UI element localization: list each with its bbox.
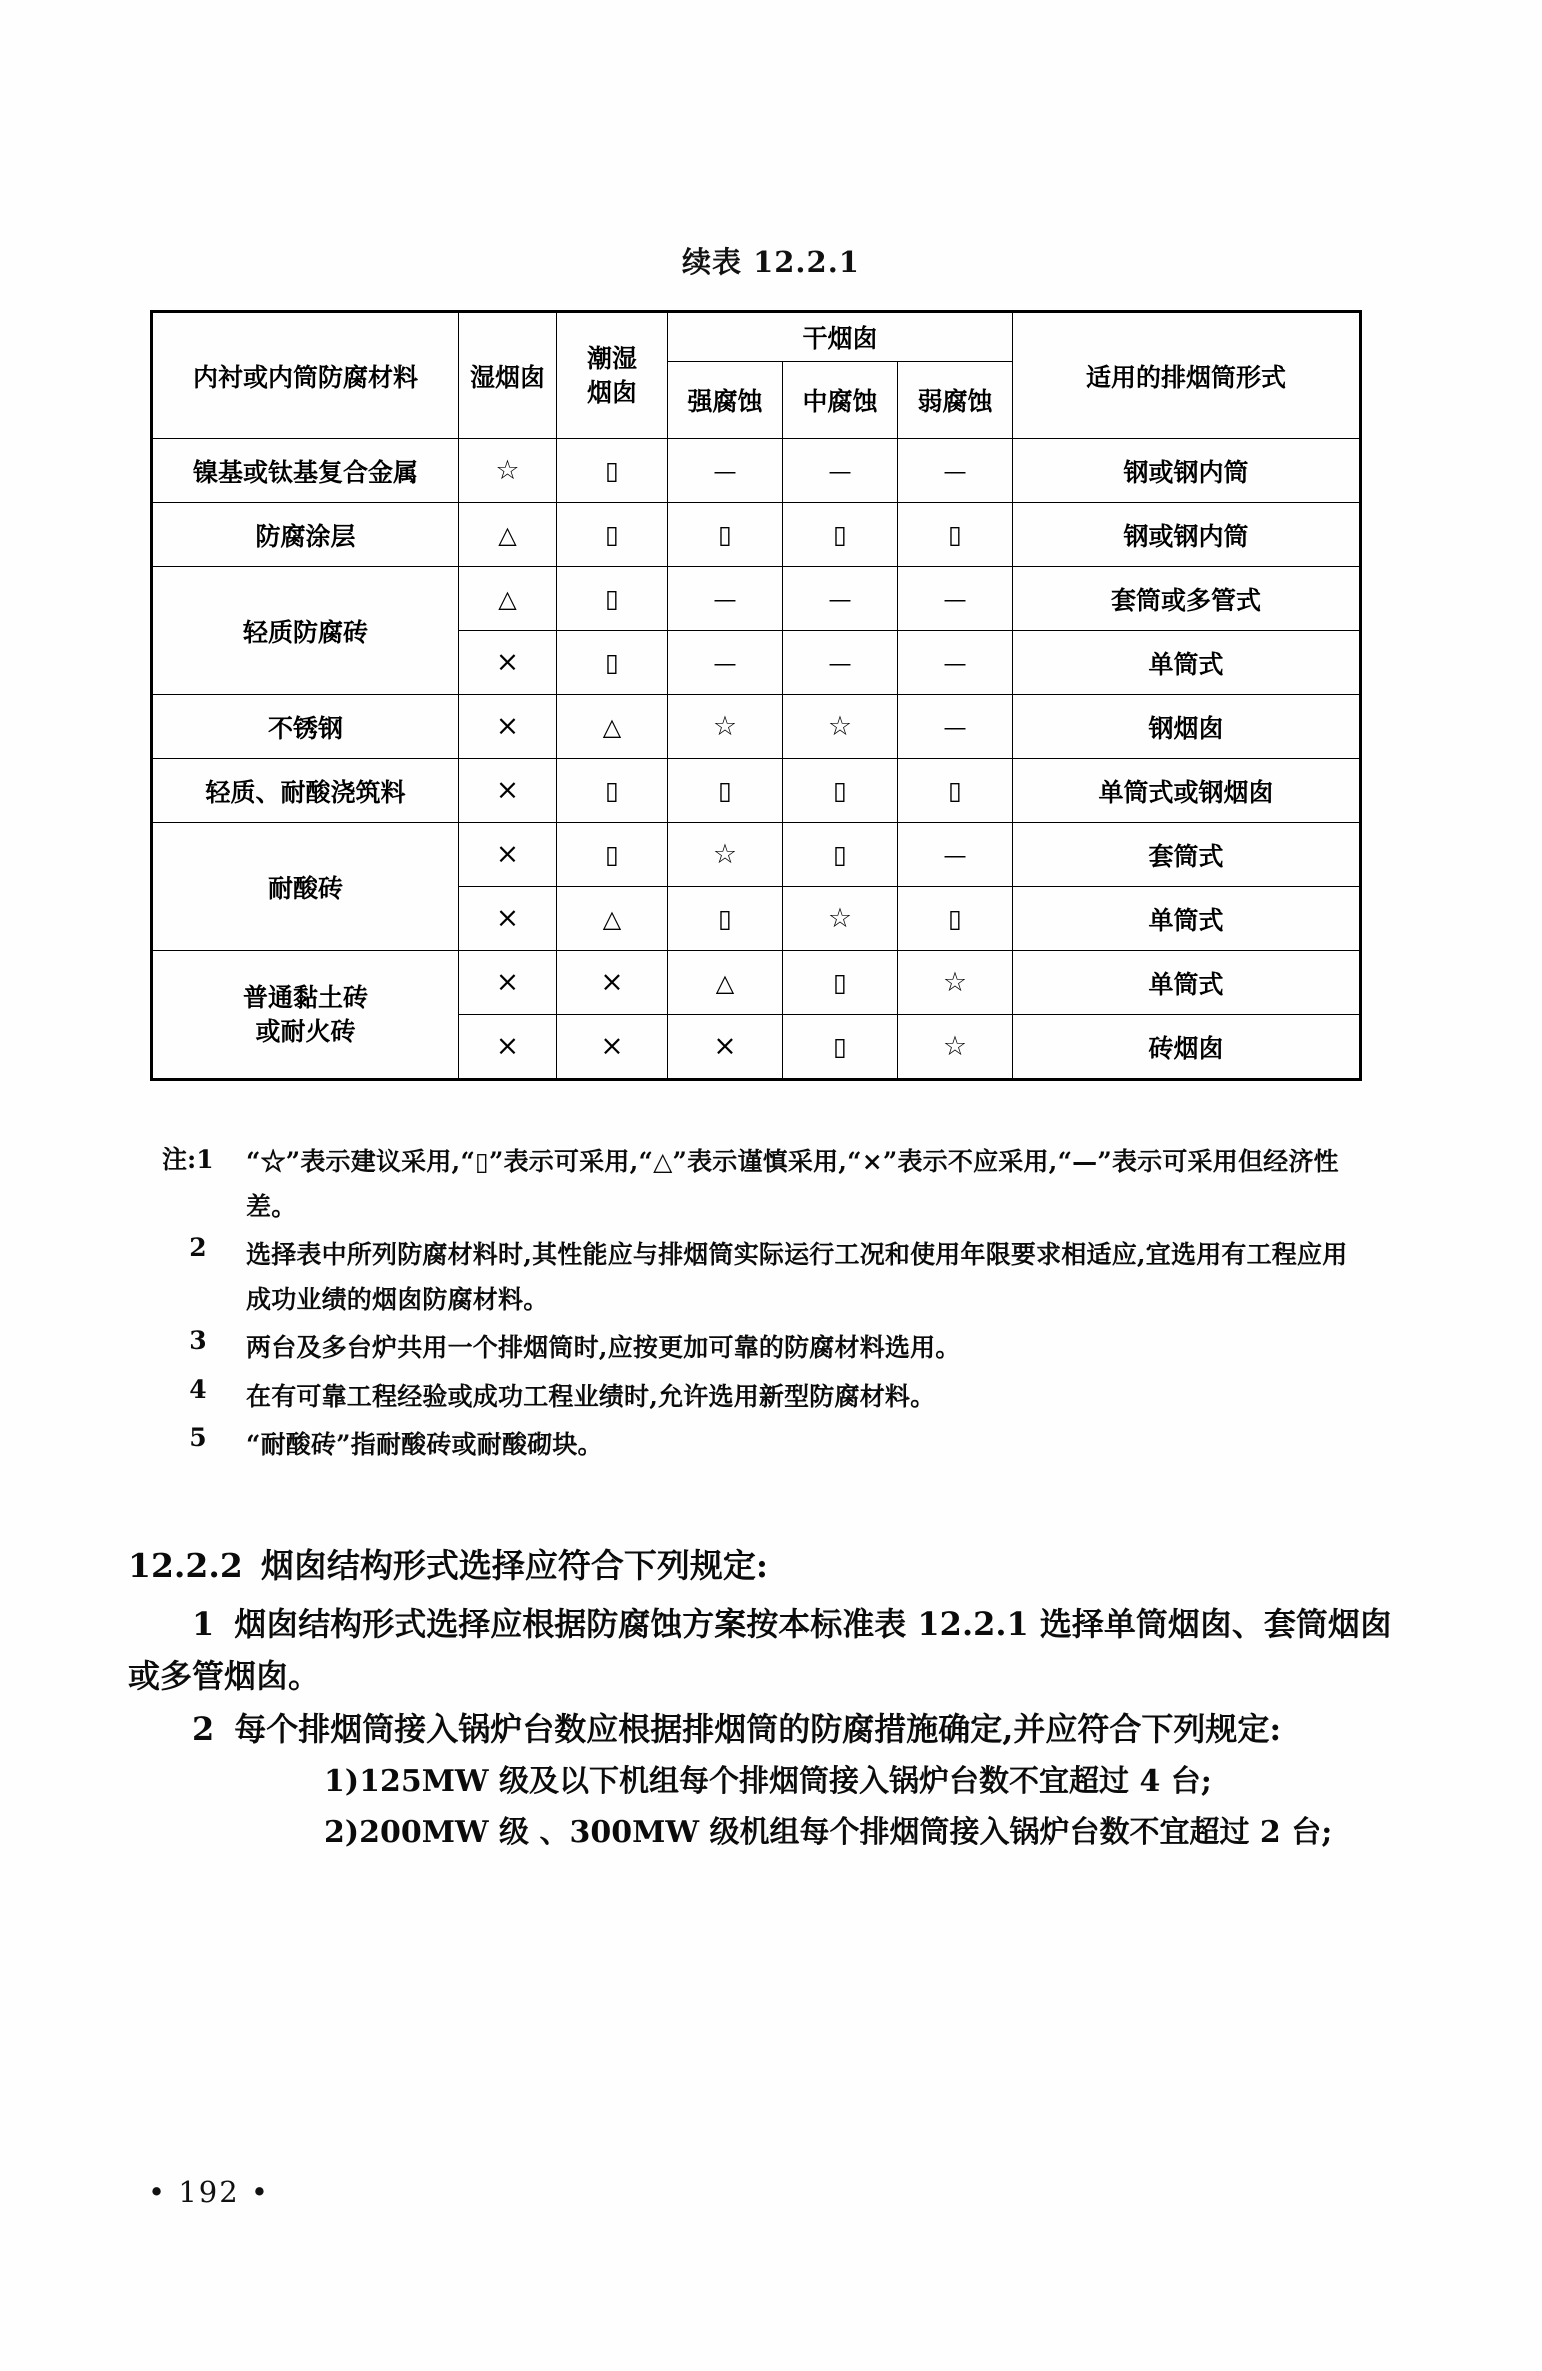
x-icon xyxy=(496,904,519,932)
cell-wet xyxy=(459,503,557,567)
table-title: 续表 12.2.1 xyxy=(681,245,860,279)
cell-strong xyxy=(668,567,783,631)
cell-medium xyxy=(783,695,898,759)
cell-medium xyxy=(783,631,898,695)
cell-strong xyxy=(668,759,783,823)
header-wet-chimney: 湿烟囱 xyxy=(459,312,557,439)
box-icon xyxy=(718,521,732,548)
box-icon xyxy=(833,777,847,804)
cell-medium xyxy=(783,1015,898,1080)
cell-applicable-form: 钢或钢内筒 xyxy=(1013,503,1361,567)
header-weak-corrosion: 弱腐蚀 xyxy=(898,362,1013,439)
note-text: 选择表中所列防腐材料时,其性能应与排烟筒实际运行工况和使用年限要求相适应,宜选用有工程应用成功业绩的烟囱防腐材料。 xyxy=(246,1240,1348,1314)
cell-wet xyxy=(459,951,557,1015)
star-icon xyxy=(828,713,852,740)
cell-strong xyxy=(668,439,783,503)
corrosion-material-table xyxy=(150,310,1362,1081)
x-icon xyxy=(496,776,519,804)
cell-wet xyxy=(459,823,557,887)
dash-icon xyxy=(714,585,737,612)
cell-wet xyxy=(459,1015,557,1080)
cell-material: 耐酸砖 xyxy=(152,823,459,951)
cell-wet xyxy=(459,567,557,631)
cell-wet xyxy=(459,439,557,503)
note-label: 3 xyxy=(189,1326,207,1355)
header-damp-line1: 潮湿 xyxy=(586,343,637,373)
box-icon xyxy=(605,521,619,548)
x-icon xyxy=(600,968,623,996)
cell-medium xyxy=(783,439,898,503)
note-text: 在有可靠工程经验或成功工程业绩时,允许选用新型防腐材料。 xyxy=(246,1381,936,1411)
cell-applicable-form: 单筒式 xyxy=(1013,887,1361,951)
table-header xyxy=(152,312,1361,439)
note-text: “☆”表示建议采用,“▯”表示可采用,“△”表示谨慎采用,“×”表示不应采用,“—”表示可采用但经济性差。 xyxy=(246,1147,1339,1221)
cell-strong xyxy=(668,631,783,695)
header-strong-corrosion: 强腐蚀 xyxy=(668,362,783,439)
body-content xyxy=(128,1540,1418,1859)
box-icon xyxy=(948,905,962,932)
dash-icon xyxy=(944,457,967,484)
cell-material: 不锈钢 xyxy=(152,695,459,759)
clause-item-1-number: 1 xyxy=(192,1604,215,1643)
cell-applicable-form: 单筒式或钢烟囱 xyxy=(1013,759,1361,823)
box-icon xyxy=(833,841,847,868)
star-icon xyxy=(713,841,737,868)
clause-subitem-1-number: 1) xyxy=(324,1764,360,1800)
note-item xyxy=(150,1326,1370,1371)
table-row xyxy=(152,695,1361,759)
dash-icon xyxy=(829,457,852,484)
note-label: 注:1 xyxy=(162,1145,214,1174)
table-row xyxy=(152,439,1361,503)
table-notes xyxy=(150,1140,1370,1472)
box-icon xyxy=(833,1033,847,1060)
header-material: 内衬或内筒防腐材料 xyxy=(152,312,459,439)
cell-wet xyxy=(459,631,557,695)
box-icon xyxy=(605,457,619,484)
note-item xyxy=(150,1140,1370,1229)
clause-subitem-2-text: 200MW 级 、300MW 级机组每个排烟筒接入锅炉台数不宜超过 2 台; xyxy=(359,1814,1333,1850)
clause-subitem-2-number: 2) xyxy=(324,1814,360,1850)
table-header-row-1 xyxy=(152,312,1361,362)
x-icon xyxy=(600,1032,623,1060)
cell-wet xyxy=(459,887,557,951)
cell-material: 轻质防腐砖 xyxy=(152,567,459,695)
box-icon xyxy=(948,521,962,548)
cell-damp xyxy=(557,1015,668,1080)
dash-icon xyxy=(829,649,852,676)
cell-damp xyxy=(557,695,668,759)
box-icon xyxy=(718,777,732,804)
star-icon xyxy=(713,713,737,740)
box-icon xyxy=(833,521,847,548)
cell-damp xyxy=(557,951,668,1015)
x-icon xyxy=(496,840,519,868)
x-icon xyxy=(496,712,519,740)
cell-weak xyxy=(898,567,1013,631)
cell-damp xyxy=(557,631,668,695)
cell-strong xyxy=(668,1015,783,1080)
dash-icon xyxy=(829,585,852,612)
cell-damp xyxy=(557,567,668,631)
header-damp-chimney xyxy=(557,312,668,439)
cell-medium xyxy=(783,503,898,567)
note-text: “耐酸砖”指耐酸砖或耐酸砌块。 xyxy=(246,1430,603,1459)
x-icon xyxy=(713,1032,736,1060)
table-body xyxy=(152,439,1361,1080)
table-row xyxy=(152,567,1361,631)
cell-applicable-form: 套筒或多管式 xyxy=(1013,567,1361,631)
box-icon xyxy=(718,905,732,932)
cell-damp xyxy=(557,823,668,887)
clause-subitem-1 xyxy=(324,1758,1418,1807)
note-label: 5 xyxy=(189,1423,207,1452)
table-row xyxy=(152,503,1361,567)
clause-title: 烟囱结构形式选择应符合下列规定: xyxy=(260,1546,769,1585)
cell-material: 防腐涂层 xyxy=(152,503,459,567)
cell-strong xyxy=(668,823,783,887)
cell-material-line2: 或耐火砖 xyxy=(255,1016,356,1046)
tri-icon xyxy=(498,585,516,612)
note-item xyxy=(150,1423,1370,1468)
cell-applicable-form: 钢烟囱 xyxy=(1013,695,1361,759)
cell-weak xyxy=(898,887,1013,951)
clause-item-2 xyxy=(128,1704,1418,1756)
cell-damp xyxy=(557,887,668,951)
note-item xyxy=(150,1375,1370,1420)
dash-icon xyxy=(714,457,737,484)
cell-weak xyxy=(898,823,1013,887)
x-icon xyxy=(496,648,519,676)
star-icon xyxy=(495,457,519,484)
box-icon xyxy=(833,969,847,996)
cell-damp xyxy=(557,759,668,823)
clause-subitem-2 xyxy=(324,1809,1418,1858)
x-icon xyxy=(496,1032,519,1060)
cell-weak xyxy=(898,503,1013,567)
clause-subitem-1-text: 125MW 级及以下机组每个排烟筒接入锅炉台数不宜超过 4 台; xyxy=(359,1764,1212,1800)
dash-icon xyxy=(944,649,967,676)
dash-icon xyxy=(944,585,967,612)
dash-icon xyxy=(714,649,737,676)
x-icon xyxy=(496,968,519,996)
header-applicable-form: 适用的排烟筒形式 xyxy=(1013,312,1361,439)
cell-strong xyxy=(668,695,783,759)
dash-icon xyxy=(944,841,967,868)
header-medium-corrosion: 中腐蚀 xyxy=(783,362,898,439)
dash-icon xyxy=(944,713,967,740)
cell-applicable-form: 单筒式 xyxy=(1013,951,1361,1015)
clause-item-2-text: 每个排烟筒接入锅炉台数应根据排烟筒的防腐措施确定,并应符合下列规定: xyxy=(234,1710,1282,1749)
cell-weak xyxy=(898,759,1013,823)
cell-weak xyxy=(898,951,1013,1015)
cell-applicable-form: 套筒式 xyxy=(1013,823,1361,887)
table-row xyxy=(152,823,1361,887)
cell-wet xyxy=(459,695,557,759)
clause-item-1 xyxy=(128,1599,1418,1703)
tri-icon xyxy=(716,969,734,996)
cell-strong xyxy=(668,951,783,1015)
cell-material-line1: 普通黏土砖 xyxy=(242,982,368,1012)
box-icon xyxy=(605,649,619,676)
cell-weak xyxy=(898,695,1013,759)
cell-applicable-form: 钢或钢内筒 xyxy=(1013,439,1361,503)
cell-weak xyxy=(898,1015,1013,1080)
note-text: 两台及多台炉共用一个排烟筒时,应按更加可靠的防腐材料选用。 xyxy=(246,1333,961,1362)
star-icon xyxy=(828,905,852,932)
spec-table-wrapper xyxy=(150,310,1362,1081)
tri-icon xyxy=(498,521,516,548)
box-icon xyxy=(605,841,619,868)
tri-icon xyxy=(603,905,621,932)
clause-number: 12.2.2 xyxy=(128,1546,243,1585)
table-row xyxy=(152,951,1361,1015)
cell-material: 轻质、耐酸浇筑料 xyxy=(152,759,459,823)
cell-material xyxy=(152,951,459,1080)
cell-material: 镍基或钛基复合金属 xyxy=(152,439,459,503)
box-icon xyxy=(948,777,962,804)
page-number: • 192 • xyxy=(148,2175,270,2209)
note-label: 4 xyxy=(189,1374,207,1404)
cell-medium xyxy=(783,759,898,823)
clause-heading xyxy=(128,1540,1418,1593)
cell-medium xyxy=(783,951,898,1015)
cell-applicable-form: 单筒式 xyxy=(1013,631,1361,695)
cell-applicable-form: 砖烟囱 xyxy=(1013,1015,1361,1080)
header-dry-chimney: 干烟囱 xyxy=(668,312,1013,362)
cell-medium xyxy=(783,887,898,951)
box-icon xyxy=(605,585,619,612)
clause-item-2-number: 2 xyxy=(192,1710,215,1749)
cell-damp xyxy=(557,503,668,567)
tri-icon xyxy=(603,713,621,740)
star-icon xyxy=(943,969,967,996)
cell-medium xyxy=(783,823,898,887)
cell-weak xyxy=(898,439,1013,503)
cell-wet xyxy=(459,759,557,823)
star-icon xyxy=(943,1033,967,1060)
cell-strong xyxy=(668,887,783,951)
cell-weak xyxy=(898,631,1013,695)
clause-item-1-text: 烟囱结构形式选择应根据防腐蚀方案按本标准表 12.2.1 选择单筒烟囱、套筒烟囱或多管烟囱。 xyxy=(128,1604,1392,1695)
box-icon xyxy=(605,777,619,804)
cell-damp xyxy=(557,439,668,503)
table-row xyxy=(152,759,1361,823)
cell-strong xyxy=(668,503,783,567)
note-label: 2 xyxy=(189,1233,207,1262)
header-damp-line2: 烟囱 xyxy=(586,377,637,407)
cell-medium xyxy=(783,567,898,631)
note-item xyxy=(150,1233,1370,1322)
